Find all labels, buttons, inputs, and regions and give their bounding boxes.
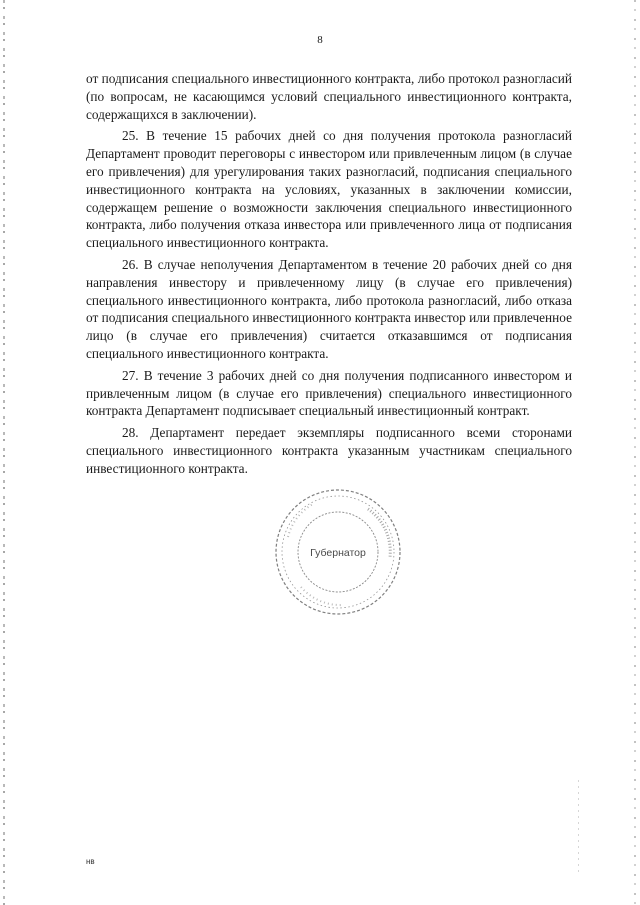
document-body xyxy=(86,70,572,482)
scan-edge-left xyxy=(3,0,5,905)
paragraph-25: 25. В течение 15 рабочих дней со дня получения протокола разногласий Департамент проводит переговоры с инвестором или привлеченным лицом (в случае его привлечения) для урегулирования таких разногласий, подписания специального инвестиционного контракта на условиях, указанных в заключении комиссии, содержащем решение о возможности заключения специального инвестиционного контракта, либо получения отказа инвестора или привлеченного лица от подписания специального инвестиционного контракта. xyxy=(86,128,572,251)
official-stamp xyxy=(273,487,403,617)
scan-edge-artifact xyxy=(578,780,579,875)
footer-code: нв xyxy=(86,857,95,866)
scan-edge-right xyxy=(634,0,636,905)
paragraph-27: 27. В течение 3 рабочих дней со дня получения подписанного инвестором и привлеченным лицом (в случае его привлечения) специального инвестиционного контракта Департамент подписывает специальный инвестиционный контракт. xyxy=(86,367,572,419)
stamp-label: Губернатор xyxy=(310,547,366,559)
paragraph-28: 28. Департамент передает экземпляры подписанного всеми сторонами специального инвестиционного контракта указанным участникам специального инвестиционного контракта. xyxy=(86,425,572,476)
page-number: 8 xyxy=(317,34,323,46)
paragraph-continuation: от подписания специального инвестиционного контракта, либо протокол разногласий (по вопросам, не касающимся условий специального инвестиционного контракта, содержащихся в заключении). xyxy=(86,71,572,122)
paragraph-26: 26. В случае неполучения Департаментом в течение 20 рабочих дней со дня направления инвестору и привлеченному лицу (в случае его привлечения) специального инвестиционного контракта, либо протокола разногласий, либо отказа от подписания специального инвестиционного контракта инвестор или привлеченное лицо (в случае его привлечения) считается отказавшимся от подписания специального инвестиционного контракта. xyxy=(86,256,572,361)
